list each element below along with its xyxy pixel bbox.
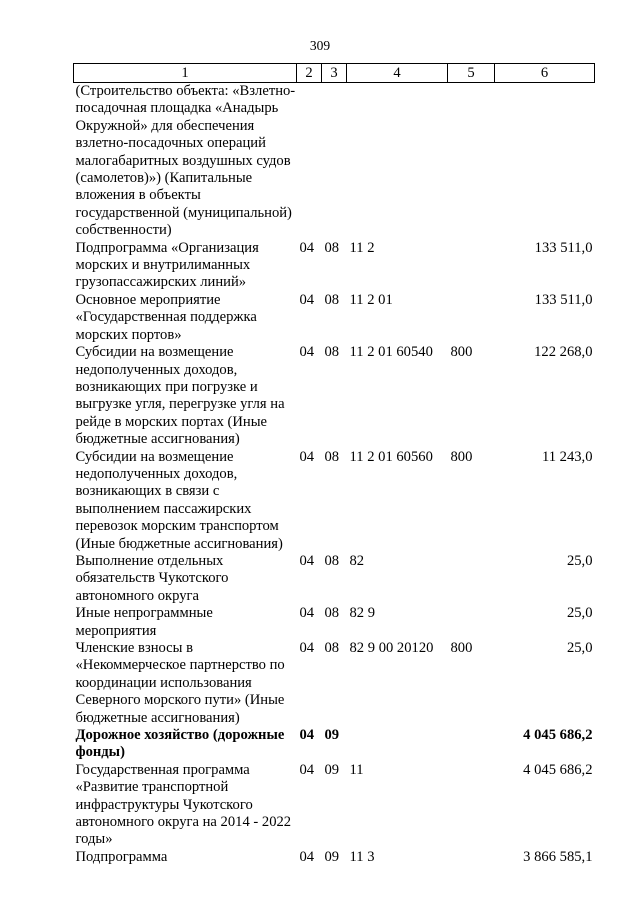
cell-subsection-code: 08 (324, 239, 340, 256)
cell-section-code: 04 (299, 848, 315, 865)
cell-name: Государственная программа «Развитие транспортной инфраструктуры Чукотского автономного округа на 2014 - 2022 годы» (75, 761, 292, 848)
table-row (74, 449, 595, 553)
cell-section-code (297, 83, 322, 240)
column-header-3: 3 (322, 64, 347, 83)
column-header-6: 6 (495, 64, 595, 83)
column-header-5: 5 (448, 64, 495, 83)
table-row (74, 553, 595, 605)
cell-expense-type-code (448, 292, 495, 344)
cell-amount: 25,0 (566, 552, 593, 569)
cell-expense-type-code (448, 83, 495, 240)
cell-amount: 11 243,0 (541, 448, 593, 465)
cell-section-code: 04 (299, 448, 315, 465)
cell-subsection-code: 08 (324, 640, 340, 656)
cell-target-code: 11 2 01 (349, 291, 393, 308)
cell-name: Основное мероприятие «Государственная поддержка морских портов» (75, 291, 257, 343)
table-row (74, 344, 595, 448)
header-row (74, 64, 595, 83)
cell-expense-type-code (448, 605, 495, 640)
cell-target-code: 11 2 01 60560 (349, 448, 433, 465)
cell-expense-type-code: 800 (450, 448, 473, 465)
table-row (74, 292, 595, 344)
cell-subsection-code: 08 (324, 344, 340, 361)
column-header-4: 4 (347, 64, 448, 83)
table-row (74, 240, 595, 292)
cell-amount: 122 268,0 (534, 344, 593, 361)
cell-amount: 3 866 585,1 (523, 848, 593, 865)
cell-target-code: 82 9 00 20120 (349, 640, 434, 656)
cell-section-code: 04 (299, 727, 315, 744)
cell-amount: 133 511,0 (534, 239, 593, 256)
cell-name: Подпрограмма «Организация морских и внутрилиманных грузопассажирских линий» (75, 239, 259, 291)
cell-name: Субсидии на возмещение недополученных доходов, возникающих при погрузке и выгрузке угля, перегрузке угля на рейде в морских портах (Иные бюджетные ассигнования) (75, 344, 285, 448)
table-row (74, 83, 595, 240)
cell-name: Иные непрограммные мероприятия (75, 605, 213, 639)
cell-target-code: 11 3 (349, 848, 375, 865)
cell-amount: 25,0 (566, 640, 593, 656)
table-row (74, 640, 595, 727)
cell-name: (Строительство объекта: «Взлетно-посадочная площадка «Анадырь Окружной» для обеспечения взлетно-посадочных операций малогабаритных воздушных судов (самолетов)») (Капитальные вложения в объекты государственной (муниципальной) собственности) (75, 83, 296, 239)
column-header-2: 2 (297, 64, 322, 83)
cell-target-code (347, 727, 448, 762)
cell-subsection-code: 09 (324, 727, 340, 744)
cell-subsection-code: 08 (324, 605, 340, 622)
cell-expense-type-code (448, 240, 495, 292)
cell-target-code: 11 2 (349, 239, 375, 256)
cell-subsection-code: 08 (324, 291, 340, 308)
cell-subsection-code: 08 (324, 448, 340, 465)
cell-expense-type-code (448, 553, 495, 605)
cell-amount: 4 045 686,2 (523, 761, 593, 778)
cell-target-code: 82 9 (349, 605, 376, 622)
table-row (74, 605, 595, 640)
cell-subsection-code (322, 83, 347, 240)
budget-table (73, 63, 595, 866)
page-number: 309 (309, 38, 331, 53)
cell-expense-type-code (448, 727, 495, 762)
cell-expense-type-code (448, 762, 495, 849)
cell-section-code: 04 (299, 291, 315, 308)
cell-name: Подпрограмма (75, 848, 168, 865)
cell-amount: 4 045 686,2 (523, 727, 593, 744)
cell-subsection-code: 08 (324, 552, 340, 569)
table-body (74, 83, 595, 867)
cell-subsection-code: 09 (324, 848, 340, 865)
cell-section-code: 04 (299, 239, 315, 256)
cell-target-code: 11 2 01 60540 (349, 344, 433, 361)
cell-target-code (347, 83, 448, 240)
cell-section-code: 04 (299, 640, 315, 656)
cell-expense-type-code: 800 (450, 344, 473, 361)
cell-expense-type-code: 800 (450, 640, 473, 656)
cell-amount (495, 83, 595, 240)
column-header-1: 1 (74, 64, 297, 83)
cell-section-code: 04 (299, 552, 315, 569)
table-row (74, 727, 595, 762)
cell-amount: 25,0 (566, 605, 593, 622)
cell-name: Дорожное хозяйство (дорожные фонды) (75, 727, 285, 761)
cell-amount: 133 511,0 (534, 291, 593, 308)
cell-target-code: 11 (349, 761, 364, 778)
cell-name: Выполнение отдельных обязательств Чукотского автономного округа (75, 552, 229, 604)
cell-name: Субсидии на возмещение недополученных доходов, возникающих в связи с выполнением пассажирских перевозок морским транспортом (Иные бюджетные ассигнования) (75, 448, 283, 552)
cell-expense-type-code (448, 849, 495, 866)
cell-subsection-code: 09 (324, 761, 340, 778)
cell-name: Членские взносы в «Некоммерческое партнерство по координации использования Северного морского пути» (Иные бюджетные ассигнования) (75, 640, 285, 726)
cell-section-code: 04 (299, 344, 315, 361)
table-row (74, 849, 595, 866)
cell-section-code: 04 (299, 605, 315, 622)
cell-target-code: 82 (349, 552, 365, 569)
cell-section-code: 04 (299, 761, 315, 778)
table-row (74, 762, 595, 849)
